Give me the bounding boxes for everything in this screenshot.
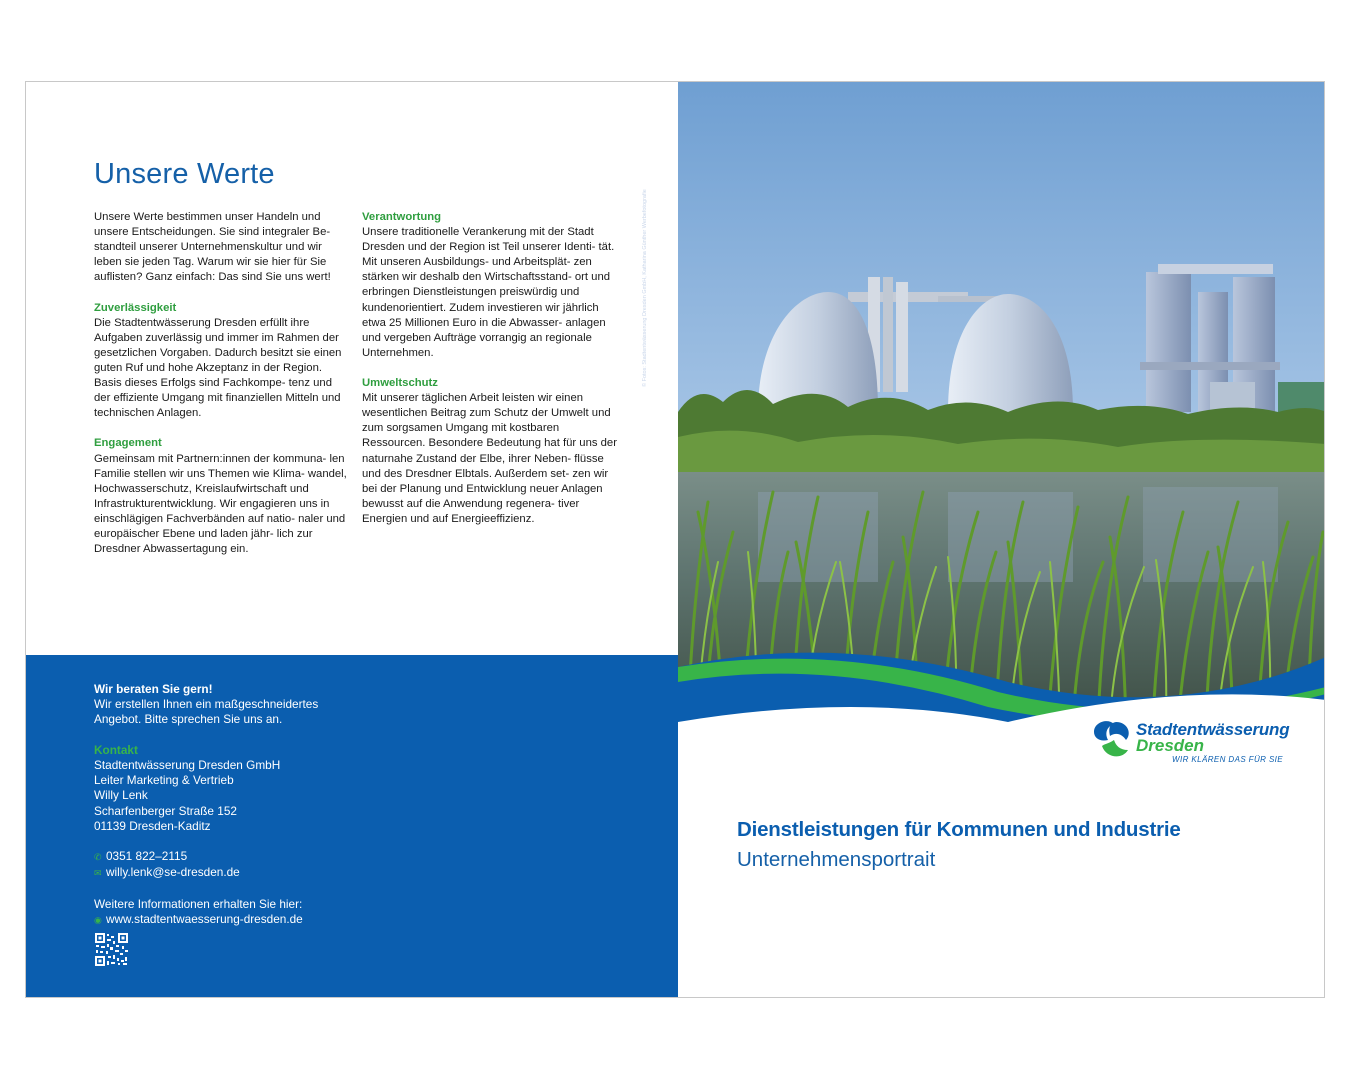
section-heading-zuverlaessigkeit: Zuverlässigkeit bbox=[94, 301, 177, 314]
website-link[interactable]: www.stadtentwaesserung-dresden.de bbox=[106, 912, 303, 926]
text-column-2 bbox=[362, 210, 624, 542]
logo-slogan: WIR KLÄREN DAS FÜR SIE bbox=[1172, 755, 1284, 764]
email-line[interactable] bbox=[94, 865, 394, 881]
section-heading-umweltschutz: Umweltschutz bbox=[362, 377, 438, 390]
cover-page bbox=[678, 82, 1325, 997]
contact-street: Scharfenberger Straße 152 bbox=[94, 803, 237, 818]
cover-headline: Dienstleistungen für Kommunen und Industrie bbox=[737, 818, 1181, 841]
section-text-verantwortung: Unsere traditionelle Verankerung mit der Stadt Dresden und der Region ist Teil unserer Identi- tät. Mit unseren Ausbildungs- und Arbeitsplät- zen stärken wir deshalb den Wirtschaftsstand- ort und erbringen Dienstleistungen preiswürdig und kundenorientiert. Zudem investieren wir jährlich etwa 25 Millionen Euro in die Abwasser- anlagen und vergeben Aufträge vorrangig an regionale Unternehmen. bbox=[362, 226, 615, 359]
contact-role: Leiter Marketing & Vertrieb bbox=[94, 773, 234, 788]
phone-line[interactable] bbox=[94, 849, 394, 865]
mail-icon: ✉ bbox=[94, 868, 102, 879]
email-address[interactable]: willy.lenk@se-dresden.de bbox=[106, 865, 240, 880]
left-page bbox=[26, 82, 678, 997]
phone-icon: ✆ bbox=[94, 852, 102, 863]
qr-code-icon[interactable] bbox=[94, 932, 129, 967]
page-title: Unsere Werte bbox=[94, 158, 275, 190]
section-heading-verantwortung: Verantwortung bbox=[362, 211, 442, 223]
contact-lead: Wir beraten Sie gern! bbox=[94, 682, 213, 696]
contact-heading: Kontakt bbox=[94, 742, 138, 757]
intro-paragraph: Unsere Werte bestimmen unser Handeln und unsere Entscheidungen. Sie sind integraler Be- standteil unserer Unternehmenskultur und wir leben sie jeden Tag. Warum wir sie hier für Sie auflisten? Ganz einfach: Das sind Sie uns wert! bbox=[94, 211, 331, 284]
photo-credit: © Fotos: Stadtentwässerung Dresden GmbH, Katharina Günther Werbefotografie bbox=[642, 189, 648, 387]
logo-mark-icon bbox=[1090, 718, 1134, 760]
treatment-plant-photo bbox=[678, 82, 1325, 722]
more-info-text: Weitere Informationen erhalten Sie hier: bbox=[94, 896, 303, 911]
web-icon: ◉ bbox=[94, 915, 102, 925]
logo-text-line2: Dresden bbox=[1136, 736, 1205, 755]
contact-person: Willy Lenk bbox=[94, 788, 148, 803]
contact-block bbox=[94, 682, 394, 928]
contact-panel bbox=[26, 655, 678, 997]
section-text-zuverlaessigkeit: Die Stadtentwässerung Dresden erfüllt ihre Aufgaben zuverlässig und immer im Rahmen der gesetzlichen Vorgaben. Dadurch besitzt sie einen guten Ruf und hohe Akzeptanz in der Region. Basis dieses Erfolgs sind Fachkompe- tenz und der effiziente Umgang mit finanziellen Mitteln und technischen Anlagen. bbox=[94, 316, 342, 420]
contact-company: Stadtentwässerung Dresden GmbH bbox=[94, 758, 281, 772]
logo-text-line1: Stadtentwässerung bbox=[1136, 720, 1290, 739]
website-line[interactable] bbox=[94, 912, 394, 928]
section-text-engagement: Gemeinsam mit Partnern:innen der kommuna- len Familie stellen wir uns Themen wie Klima- wandel, Hochwasserschutz, Kreislaufwirtschaft und Infrastrukturentwicklung. Wir engagieren uns in einschlägigen Fachverbänden auf natio- naler und europäischer Ebene und laden jähr- lich zur Dresdner Abwassertagung ein. bbox=[94, 452, 347, 556]
company-logo bbox=[1090, 718, 1290, 768]
phone-number[interactable]: 0351 822–2115 bbox=[106, 849, 188, 864]
section-heading-engagement: Engagement bbox=[94, 437, 162, 450]
contact-city: 01139 Dresden-Kaditz bbox=[94, 818, 211, 833]
section-text-umweltschutz: Mit unserer täglichen Arbeit leisten wir einen wesentlichen Beitrag zum Schutz der Umwelt und zum sorgsamen Umgang mit kostbaren Ressourcen. Besondere Bedeutung hat für uns der naturnahe Zustand der Elbe, ihrer Neben- flüsse und des Dresdner Elbtals. Außerdem set- zen wir bei der Planung und Entwicklung neuer Anlagen bewusst auf die Anwendung regenera- tiver Energien und auf Energieeffizienz. bbox=[362, 392, 617, 525]
brochure-spread bbox=[25, 81, 1325, 998]
cover-subline: Unternehmensportrait bbox=[737, 848, 936, 871]
contact-lead-text-2: Angebot. Bitte sprechen Sie uns an. bbox=[94, 712, 283, 727]
text-column-1 bbox=[94, 210, 349, 572]
contact-lead-text-1: Wir erstellen Ihnen ein maßgeschneidertes bbox=[94, 697, 319, 712]
